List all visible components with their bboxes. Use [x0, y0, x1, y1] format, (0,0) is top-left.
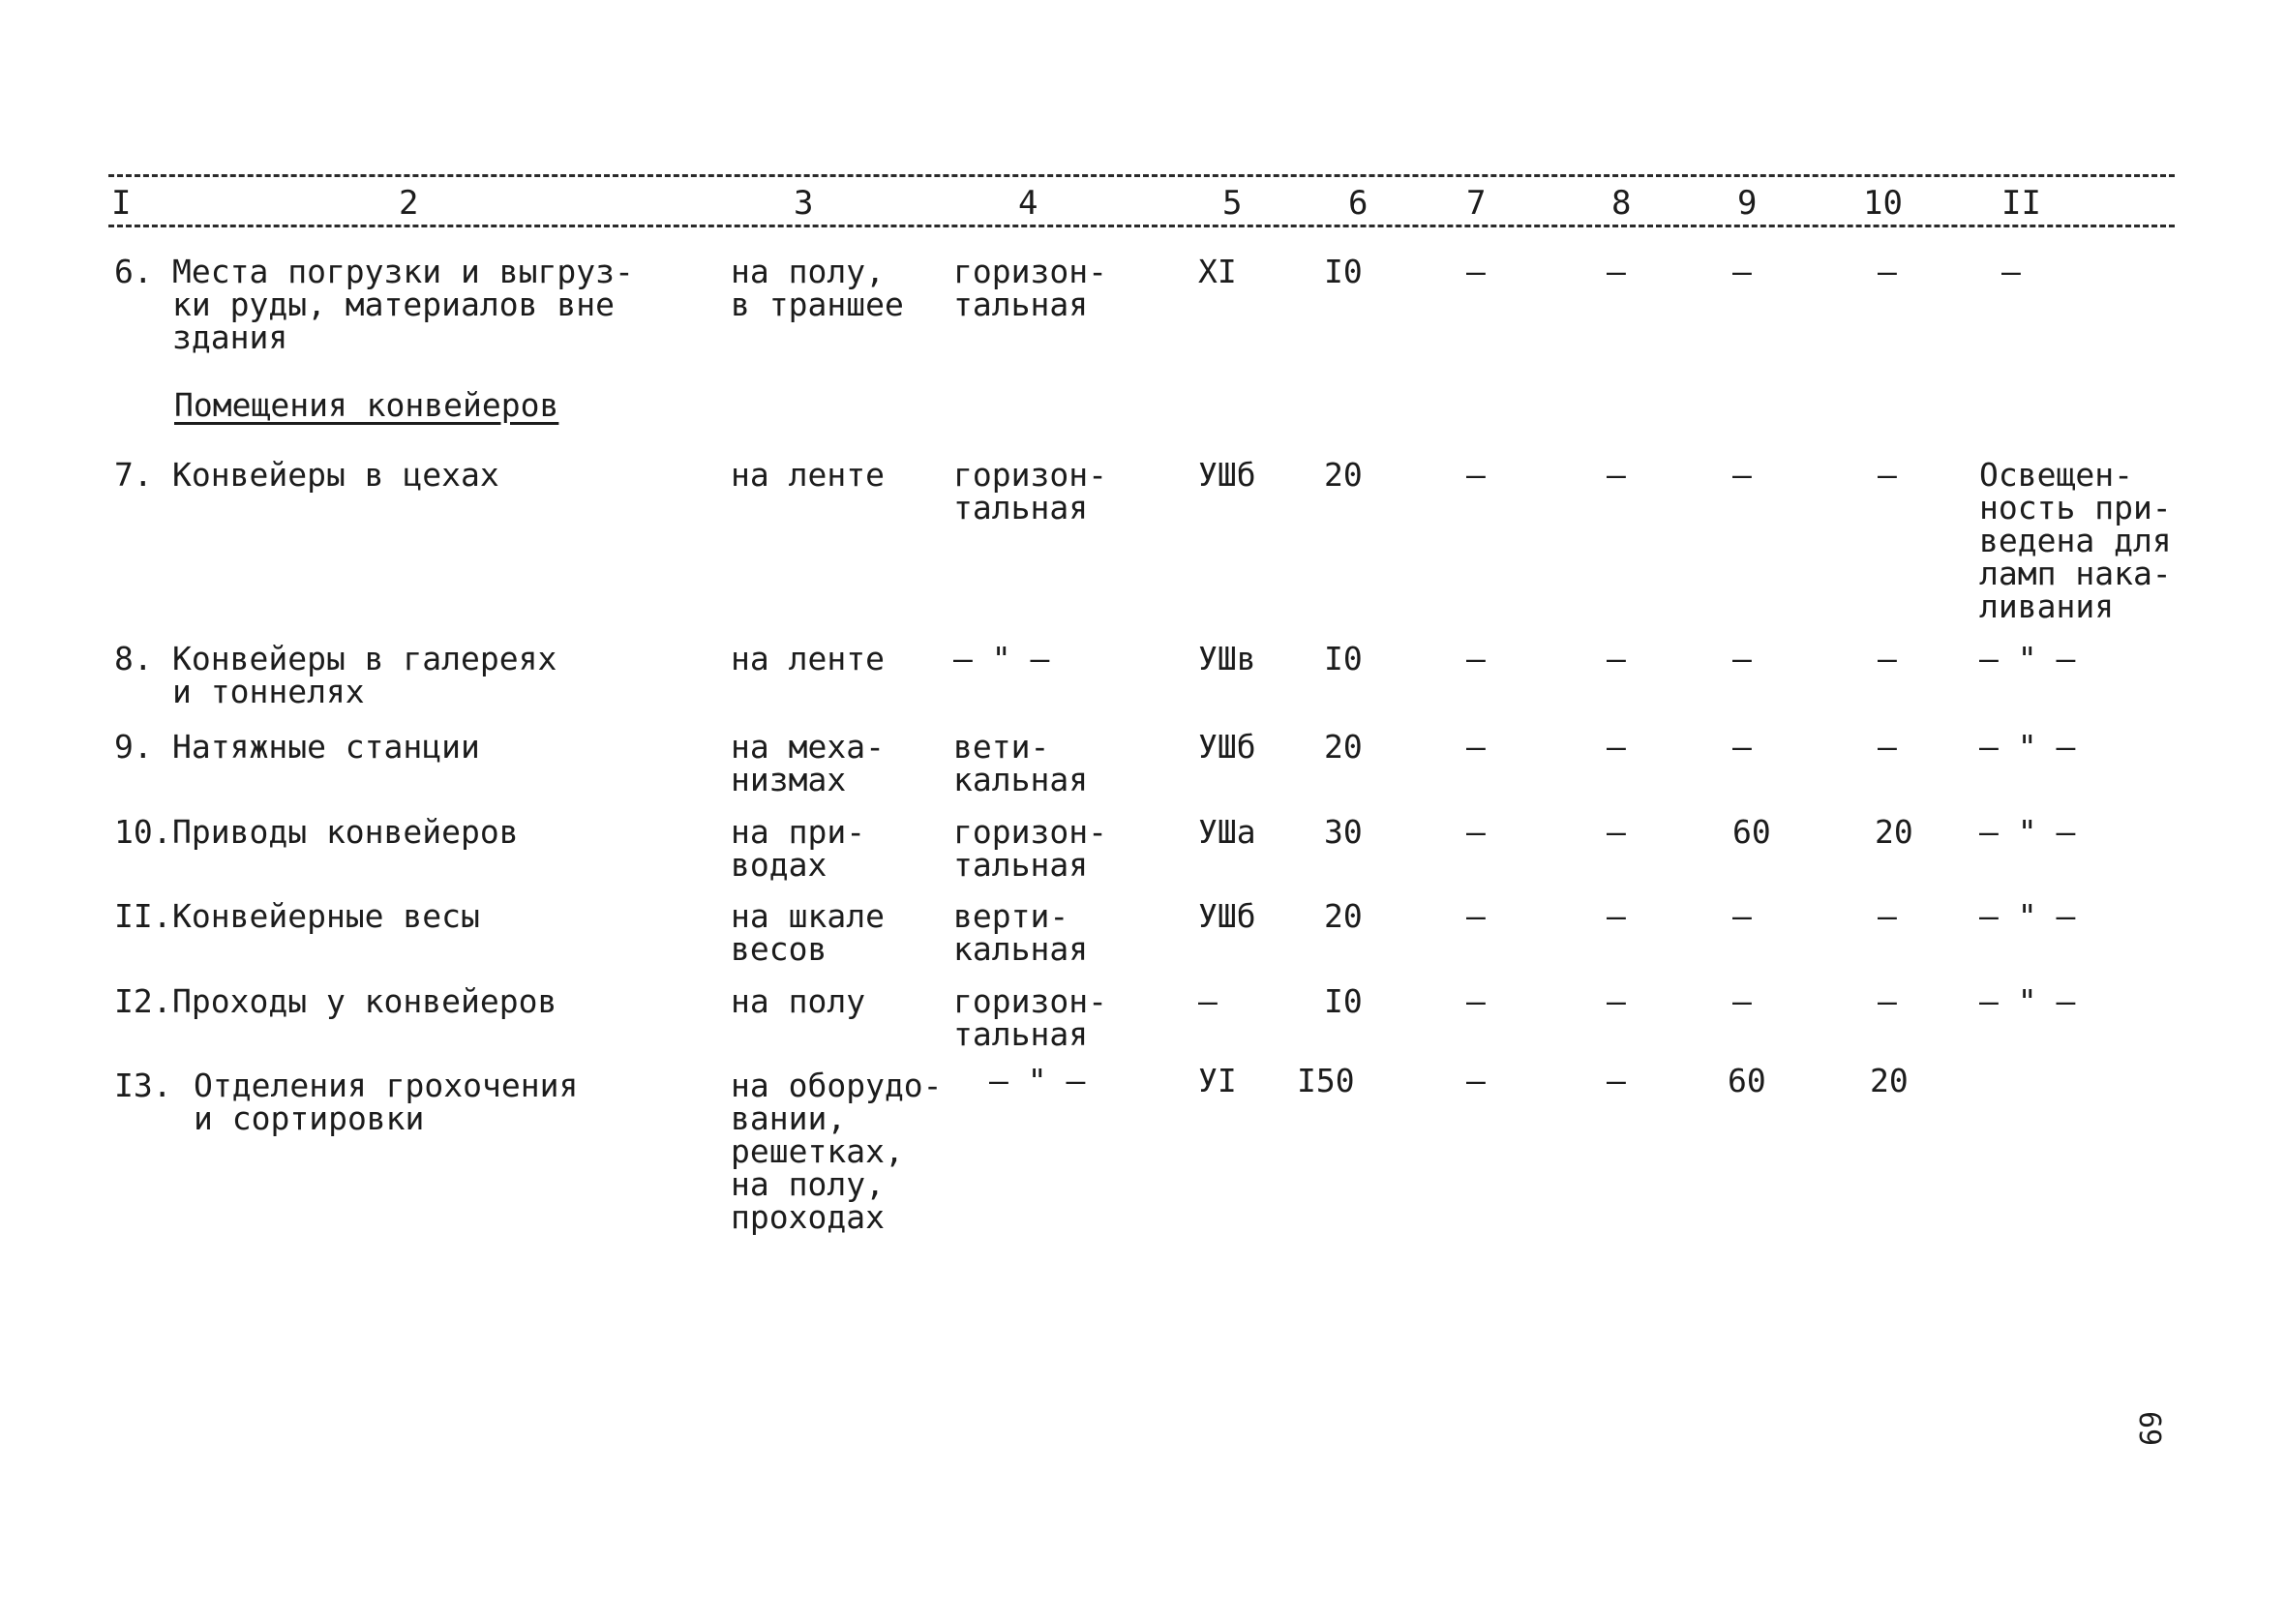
row-col10: 20	[1875, 813, 1913, 851]
row-number: I3.	[114, 1067, 172, 1104]
row-col9: –	[1732, 253, 1752, 290]
row-col7: –	[1466, 456, 1486, 494]
row-col6: 20	[1324, 897, 1363, 935]
row-col11: – " –	[1979, 897, 2076, 935]
row-number: 9.	[114, 728, 153, 766]
row-col8: –	[1607, 640, 1626, 677]
row-col8: –	[1607, 1062, 1626, 1099]
row-number: 8.	[114, 640, 153, 677]
col-header-6: 6	[1348, 184, 1369, 223]
row-category: УШв	[1198, 640, 1256, 677]
row-name: Конвейеры в цехах	[172, 456, 499, 494]
row-col8: –	[1607, 897, 1626, 935]
row-category: –	[1198, 982, 1218, 1020]
row-number: 7.	[114, 456, 153, 494]
header-bottom-line	[108, 225, 2175, 227]
row-col6: 20	[1324, 456, 1363, 494]
row-number: 10.	[114, 813, 172, 851]
row-col6: 20	[1324, 728, 1363, 766]
row-name: Конвейерные весы	[172, 897, 480, 935]
row-number: II.	[114, 897, 172, 935]
page-number: 69	[2132, 1411, 2166, 1447]
row-name: Места погрузки и выгруз- ки руды, материалов вне здания	[172, 253, 634, 356]
section-title: Помещения конвейеров	[174, 386, 559, 424]
row-col8: –	[1607, 728, 1626, 766]
row-plane: горизон- тальная	[953, 982, 1107, 1053]
row-col11: – " –	[1979, 640, 2076, 677]
row-col8: –	[1607, 456, 1626, 494]
row-plane: горизон- тальная	[953, 456, 1107, 526]
row-col10: –	[1878, 456, 1897, 494]
col-header-11: II	[2001, 184, 2041, 223]
col-header-4: 4	[1018, 184, 1038, 223]
col-header-1: I	[111, 184, 132, 223]
row-plane: – " –	[953, 640, 1050, 677]
row-surface: на меха- низмах	[731, 728, 885, 798]
col-header-10: 10	[1863, 184, 1903, 223]
row-col6: I0	[1324, 982, 1363, 1020]
row-category: УШб	[1198, 456, 1256, 494]
row-col10: 20	[1870, 1062, 1909, 1099]
col-header-2: 2	[399, 184, 419, 223]
row-col7: –	[1466, 728, 1486, 766]
row-col9: –	[1732, 728, 1752, 766]
row-name: Приводы конвейеров	[172, 813, 519, 851]
row-name: Конвейеры в галереях и тоннелях	[172, 640, 557, 710]
row-surface: на полу	[731, 982, 866, 1020]
row-plane: вети- кальная	[953, 728, 1089, 798]
row-col7: –	[1466, 897, 1486, 935]
col-header-3: 3	[794, 184, 814, 223]
row-col7: –	[1466, 813, 1486, 851]
row-col6: I0	[1324, 640, 1363, 677]
row-surface: на ленте	[731, 456, 885, 494]
row-col10: –	[1878, 982, 1897, 1020]
row-col7: –	[1466, 640, 1486, 677]
row-col6: I50	[1297, 1062, 1355, 1099]
col-header-5: 5	[1222, 184, 1243, 223]
row-category: УШа	[1198, 813, 1256, 851]
col-header-7: 7	[1466, 184, 1487, 223]
row-col11: –	[2001, 253, 2021, 290]
row-col7: –	[1466, 253, 1486, 290]
row-plane: верти- кальная	[953, 897, 1089, 968]
row-surface: на оборудо- вании, решетках, на полу, проходах	[731, 1067, 943, 1236]
row-name: Отделения грохочения и сортировки	[194, 1067, 579, 1137]
row-col8: –	[1607, 253, 1626, 290]
row-number: 6.	[114, 253, 153, 290]
row-col9: –	[1732, 897, 1752, 935]
row-surface: на ленте	[731, 640, 885, 677]
row-col9: –	[1732, 456, 1752, 494]
row-col10: –	[1878, 728, 1897, 766]
row-col10: –	[1878, 640, 1897, 677]
row-col7: –	[1466, 1062, 1486, 1099]
row-category: УШб	[1198, 897, 1256, 935]
row-col11: – " –	[1979, 728, 2076, 766]
col-header-8: 8	[1611, 184, 1632, 223]
row-col7: –	[1466, 982, 1486, 1020]
row-col11: Освещен- ность при- ведена для ламп нака- ливания	[1979, 456, 2172, 625]
row-plane: – " –	[989, 1062, 1086, 1099]
row-plane: горизон- тальная	[953, 253, 1107, 323]
row-col8: –	[1607, 813, 1626, 851]
row-surface: на шкале весов	[731, 897, 885, 968]
row-name: Проходы у конвейеров	[172, 982, 557, 1020]
row-col10: –	[1878, 897, 1897, 935]
header-top-line	[108, 174, 2175, 177]
row-surface: на полу, в траншее	[731, 253, 904, 323]
row-col11: – " –	[1979, 982, 2076, 1020]
row-col6: I0	[1324, 253, 1363, 290]
row-category: УШб	[1198, 728, 1256, 766]
row-plane: горизон- тальная	[953, 813, 1107, 884]
row-col9: 60	[1732, 813, 1771, 851]
row-number: I2.	[114, 982, 172, 1020]
row-col9: 60	[1728, 1062, 1766, 1099]
row-category: УI	[1198, 1062, 1237, 1099]
row-col11: – " –	[1979, 813, 2076, 851]
row-col9: –	[1732, 982, 1752, 1020]
col-header-9: 9	[1737, 184, 1758, 223]
row-name: Натяжные станции	[172, 728, 480, 766]
row-surface: на при- водах	[731, 813, 866, 884]
row-col9: –	[1732, 640, 1752, 677]
row-col10: –	[1878, 253, 1897, 290]
row-col6: 30	[1324, 813, 1363, 851]
row-category: XI	[1198, 253, 1237, 290]
row-col8: –	[1607, 982, 1626, 1020]
